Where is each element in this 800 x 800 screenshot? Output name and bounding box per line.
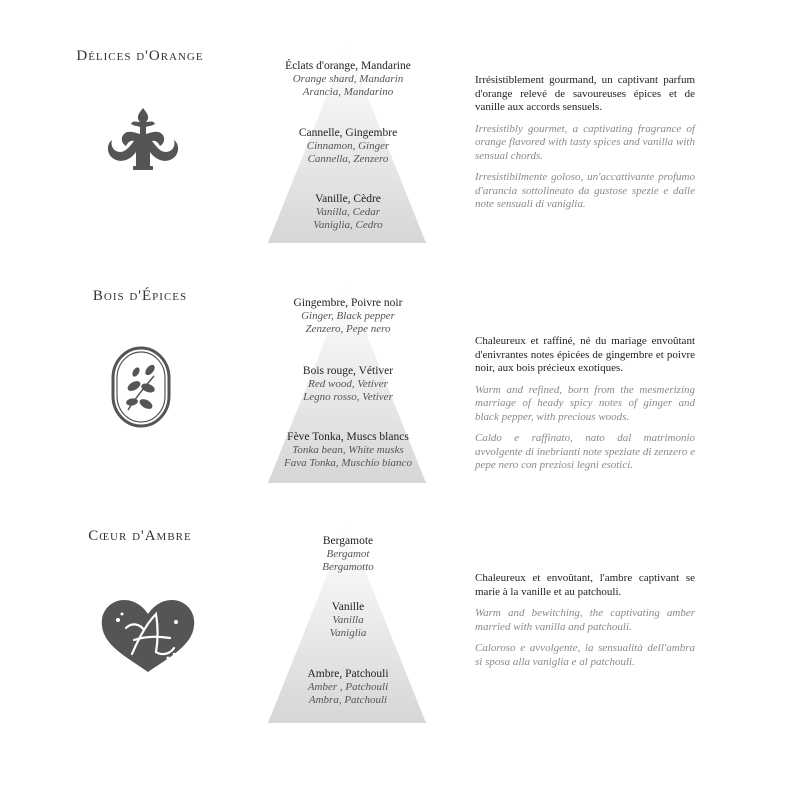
note-it: Vaniglia [329,627,367,639]
description [475,74,695,220]
note-en: Vanilla, Cedar [315,206,381,218]
heart-note [250,601,446,640]
note-it: Zenzero, Pepe nero [305,323,391,335]
note-en: Orange shard, Mandarin [292,73,404,85]
note-it: Fava Tonka, Muschio bianco [284,457,412,469]
note-fr: Gingembre, Poivre noir [293,297,403,309]
fragrance-title: Délices d'Orange [76,48,204,64]
top-note [250,535,446,574]
note-fr: Fève Tonka, Muscs blancs [287,431,409,443]
note-it: Legno rosso, Vetiver [303,391,393,403]
note-fr: Bergamote [322,535,374,547]
heart-monogram-icon [98,580,188,680]
description-en: Warm and refined, born from the mesmerizing marriage of heady spicy notes of ginger and black pepper, with precious woods. [475,383,695,423]
fragrance-section-bois-epices [0,280,800,520]
fragrance-section-delices-orange [0,40,800,280]
top-note [250,60,446,99]
note-en: Red wood, Vetiver [308,378,388,390]
base-note [250,668,446,707]
note-it: Cannella, Zenzero [307,153,389,165]
note-en: Tonka bean, White musks [292,444,404,456]
description-it: Caloroso e avvolgente, la sensualità dell'ambra si sposa alla vaniglia e al patchouli. [475,642,695,668]
description-fr: Chaleureux et raffiné, né du mariage envoûtant d'enivrantes notes épicées de gingembre et poivre noir, aux bois précieux exotiques. [475,335,695,374]
description-it: Caldo e raffinato, nato dal matrimonio avvolgente di inebrianti note speziate di zenzero e pepe nero con preziosi legni esotici. [475,432,695,471]
description-en: Irresistibly gourmet, a captivating fragrance of orange flavored with tasty spices and vanilla with sensual chords. [475,122,695,162]
note-en: Ginger, Black pepper [301,310,395,322]
top-note [250,297,446,336]
note-en: Vanilla [332,614,364,626]
leaf-medallion-icon [98,340,188,440]
note-it: Bergamotto [322,561,374,573]
note-fr: Cannelle, Gingembre [298,127,398,139]
note-fr: Bois rouge, Vétiver [302,365,394,377]
fragrance-title: Bois d'Épices [92,288,188,304]
ornament-icon [98,100,188,200]
note-it: Arancia, Mandarino [302,86,394,98]
note-en: Amber , Patchouli [307,681,389,693]
description-it: Irresistibilmente goloso, un'accattivante profumo d'arancia sottolineato da gustose spezie e dalle note sensuali di vaniglia. [475,171,695,210]
fragrance-section-coeur-ambre [0,520,800,760]
note-fr: Ambre, Patchouli [307,668,389,680]
description-fr: Chaleureux et envoûtant, l'ambre captivant se marie à la vanille et au patchouli. [475,572,695,598]
description [475,335,695,481]
base-note [250,431,446,470]
description [475,572,695,677]
note-en: Cinnamon, Ginger [306,140,390,152]
note-fr: Vanille, Cèdre [315,193,381,205]
fragrance-title: Cœur d'Ambre [88,528,192,544]
description-en: Warm and bewitching, the captivating amber married with vanilla and patchouli. [475,607,695,633]
note-it: Vaniglia, Cedro [313,219,383,231]
note-it: Ambra, Patchouli [308,694,388,706]
note-en: Bergamot [326,548,370,560]
heart-note [250,127,446,166]
note-fr: Éclats d'orange, Mandarine [285,60,411,72]
note-fr: Vanille [331,601,365,613]
heart-note [250,365,446,404]
description-fr: Irrésistiblement gourmand, un captivant parfum d'orange relevé de savoureuses épices et de vanille aux accords sensuels. [475,74,695,113]
base-note [250,193,446,232]
